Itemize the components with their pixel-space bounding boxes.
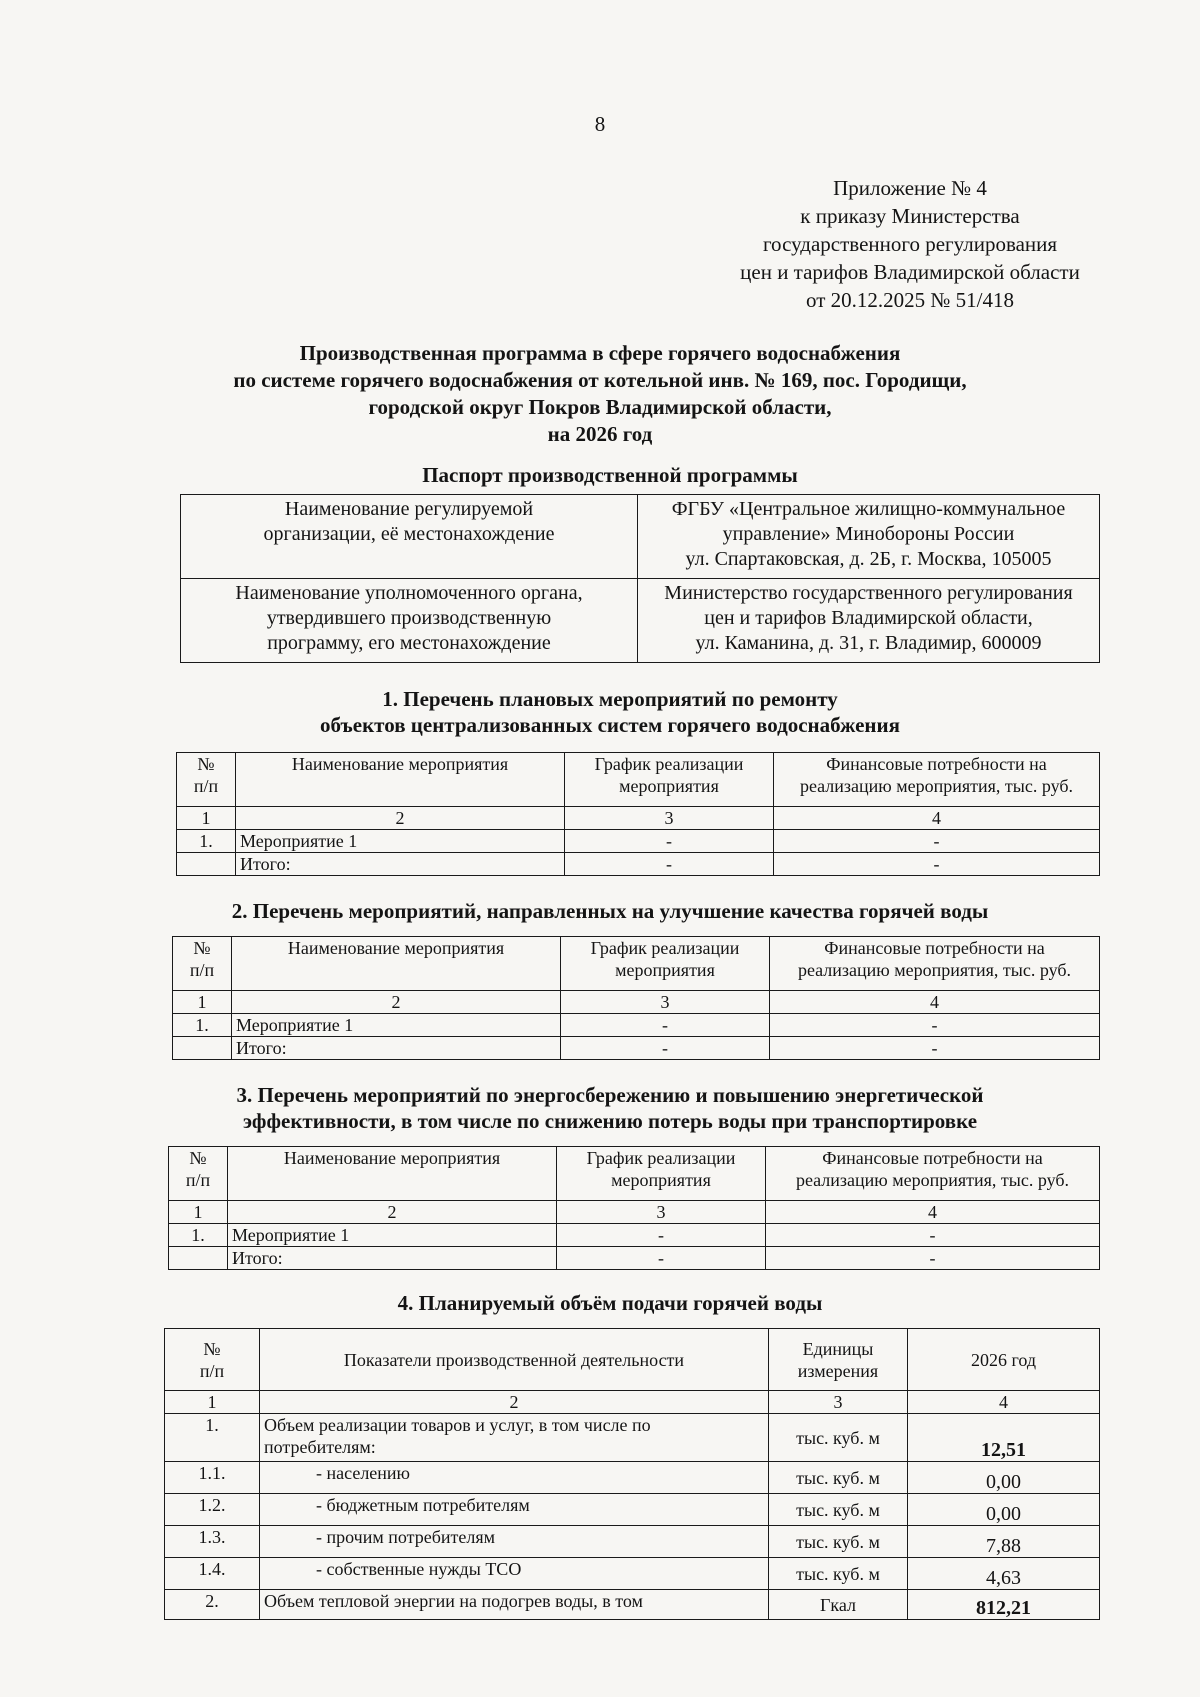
title-line: на 2026 год [547, 422, 653, 446]
table-row: 1. Объем реализации товаров и услуг, в том числе по потребителям: тыс. куб. м 12,51 [165, 1414, 1100, 1462]
title-line: городской округ Покров Владимирской области, [368, 395, 832, 419]
section2-heading: 2. Перечень мероприятий, направленных на улучшение качества горячей воды [231, 899, 989, 923]
page-number: 8 [594, 112, 606, 136]
section4-heading: 4. Планируемый объём подачи горячей воды [397, 1291, 823, 1315]
section1-table: № п/п Наименование мероприятия График реализации мероприятия Финансовые потребности на реализацию мероприятия, тыс. руб. 1 2 3 4 1. Мероприятие 1 - - Итого: - - [176, 752, 1100, 876]
section2-table: № п/п Наименование мероприятия График реализации мероприятия Финансовые потребности на реализацию мероприятия, тыс. руб. 1 2 3 4 1. Мероприятие 1 - - Итого: - - [172, 936, 1100, 1060]
passport-heading: Паспорт производственной программы [422, 463, 798, 487]
section3-heading: 3. Перечень мероприятий по энергосбережению и повышению энергетической эффективности, в том числе по снижению потерь воды при транспортировке [236, 1083, 984, 1133]
table-row: Итого: - - [169, 1247, 1100, 1270]
passport-value: Министерство государственного регулирования цен и тарифов Владимирской области, ул. Каманина, д. 31, г. Владимир, 600009 [638, 579, 1100, 663]
title-line: Производственная программа в сфере горячего водоснабжения [299, 341, 901, 365]
appendix-block [690, 174, 1130, 314]
table-row: 1.2. - бюджетным потребителям тыс. куб. м 0,00 [165, 1494, 1100, 1526]
title-line: по системе горячего водоснабжения от котельной инв. № 169, пос. Городищи, [233, 368, 967, 392]
passport-label: Наименование уполномоченного органа, утвердившего производственную программу, его местонахождение [181, 579, 638, 663]
table-row: Итого: - - [173, 1037, 1100, 1060]
passport-row [181, 495, 1100, 579]
passport-table [180, 494, 1100, 663]
passport-value: ФГБУ «Центральное жилищно-коммунальное управление» Минобороны России ул. Спартаковская, д. 2Б, г. Москва, 105005 [638, 495, 1100, 579]
table-row: 2. Объем тепловой энергии на подогрев воды, в том Гкал 812,21 [165, 1590, 1100, 1620]
table-row: 1. Мероприятие 1 - - [177, 830, 1100, 853]
appendix-line: к приказу Министерства [800, 204, 1020, 228]
table-row: Итого: - - [177, 853, 1100, 876]
table-row: 1.4. - собственные нужды ТСО тыс. куб. м 4,63 [165, 1558, 1100, 1590]
section3-table: № п/п Наименование мероприятия График реализации мероприятия Финансовые потребности на реализацию мероприятия, тыс. руб. 1 2 3 4 1. Мероприятие 1 - - Итого: - - [168, 1146, 1100, 1270]
table-row: 1. Мероприятие 1 - - [173, 1014, 1100, 1037]
passport-label: Наименование регулируемой организации, её местонахождение [181, 495, 638, 579]
appendix-line: государственного регулирования [762, 232, 1058, 256]
table-row: 1. Мероприятие 1 - - [169, 1224, 1100, 1247]
table-row: 1.1. - населению тыс. куб. м 0,00 [165, 1462, 1100, 1494]
section4-table: № п/п Показатели производственной деятельности Единицы измерения 2026 год 1 2 3 4 1. Объем реализации товаров и услуг, в том числе по потребителям: тыс. куб. м 12,51 1.1. - населению тыс. куб. м 0,00 1.2. - бюджетным потребителям тыс. куб. м 0,00 1.3. - прочим потребителям тыс. куб. м 7,88 1.4. - собственные нужды ТСО тыс. куб. м 4,63 2. Объем тепловой энергии на подогрев воды, в том Гкал 812,21 [164, 1328, 1100, 1620]
appendix-line: цен и тарифов Владимирской области [740, 260, 1080, 284]
appendix-line: Приложение № 4 [833, 176, 987, 200]
passport-row [181, 579, 1100, 663]
document-title [150, 340, 1050, 448]
section1-heading: 1. Перечень плановых мероприятий по ремонту объектов централизованных систем горячего водоснабжения [320, 687, 900, 737]
table-row: 1.3. - прочим потребителям тыс. куб. м 7,88 [165, 1526, 1100, 1558]
appendix-line: от 20.12.2025 № 51/418 [805, 288, 1015, 312]
